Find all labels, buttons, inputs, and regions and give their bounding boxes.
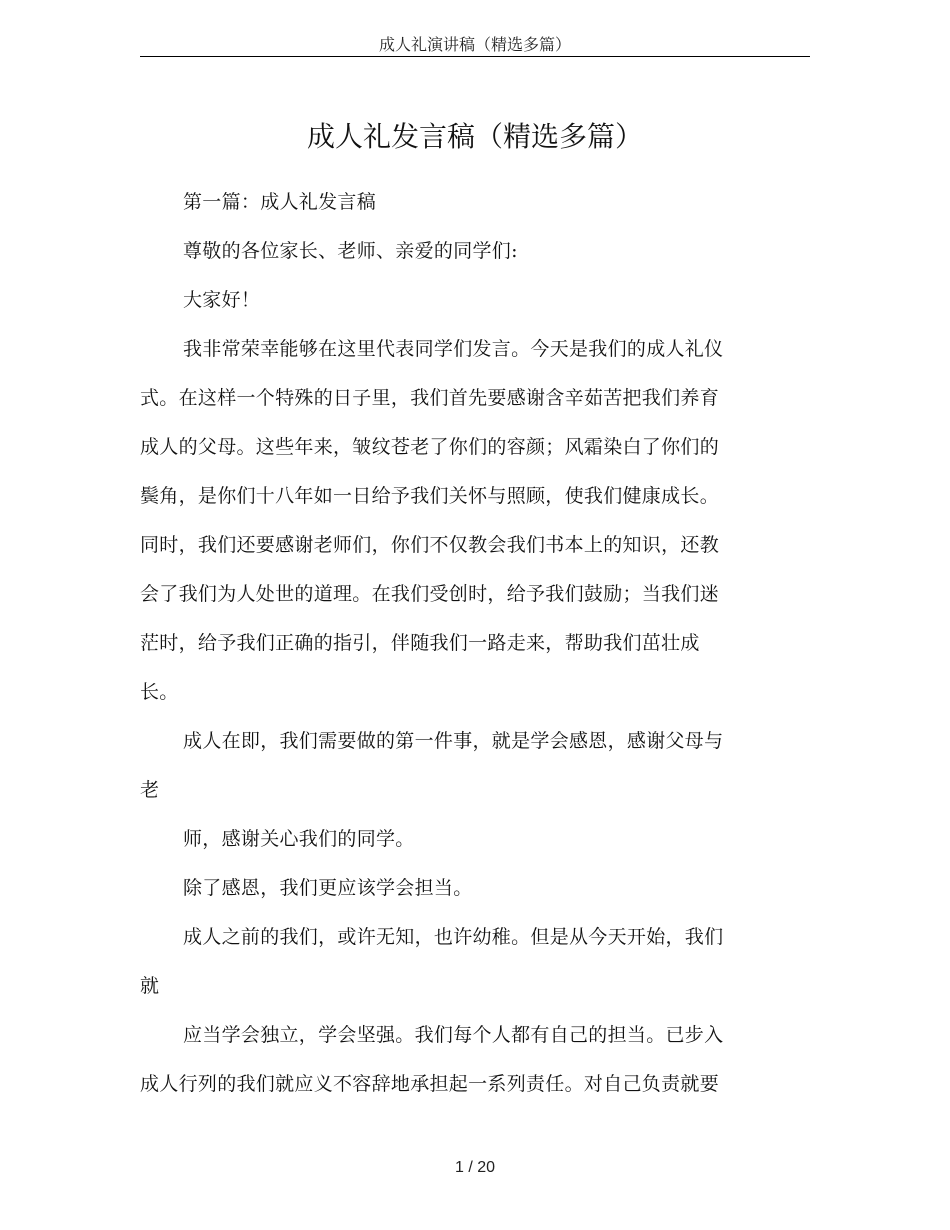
text-line: 鬓角，是你们十八年如一日给予我们关怀与照顾，使我们健康成长。 (140, 485, 720, 507)
running-header: 成人礼演讲稿（精选多篇） (378, 35, 571, 54)
header-rule (140, 56, 810, 57)
text-line: 长。 (140, 681, 179, 703)
document-body (140, 178, 760, 1109)
page-number: 1 / 20 (454, 1159, 496, 1176)
text-line: 除了感恩，我们更应该学会担当。 (183, 877, 473, 899)
text-line: 大家好！ (183, 289, 261, 311)
text-line: 式。在这样一个特殊的日子里，我们首先要感谢含辛茹苦把我们养育 (140, 387, 720, 409)
text-line: 我非常荣幸能够在这里代表同学们发言。今天是我们的成人礼仪 (183, 338, 724, 360)
text-line: 师，感谢关心我们的同学。 (183, 828, 415, 850)
text-line: 就 (140, 975, 160, 997)
text-line: 老 (140, 779, 160, 801)
text-line: 会了我们为人处世的道理。在我们受创时，给予我们鼓励；当我们迷 (140, 583, 720, 605)
text-line: 应当学会独立，学会坚强。我们每个人都有自己的担当。已步入 (183, 1024, 724, 1046)
document-title: 成人礼发言稿（精选多篇） (306, 120, 643, 153)
text-line: 茫时，给予我们正确的指引，伴随我们一路走来，帮助我们茁壮成 (140, 632, 700, 654)
text-line: 第一篇：成人礼发言稿 (183, 191, 377, 213)
text-line: 尊敬的各位家长、老师、亲爱的同学们: (183, 240, 518, 262)
text-line: 同时，我们还要感谢老师们，你们不仅教会我们书本上的知识，还教 (140, 534, 720, 556)
text-line: 成人行列的我们就应义不容辞地承担起一系列责任。对自己负责就要 (140, 1073, 720, 1095)
text-line: 成人之前的我们，或许无知，也许幼稚。但是从今天开始，我们 (183, 926, 724, 948)
text-line: 成人的父母。这些年来，皱纹苍老了你们的容颜；风霜染白了你们的 (140, 436, 720, 458)
text-line: 成人在即，我们需要做的第一件事，就是学会感恩，感谢父母与 (183, 730, 724, 752)
